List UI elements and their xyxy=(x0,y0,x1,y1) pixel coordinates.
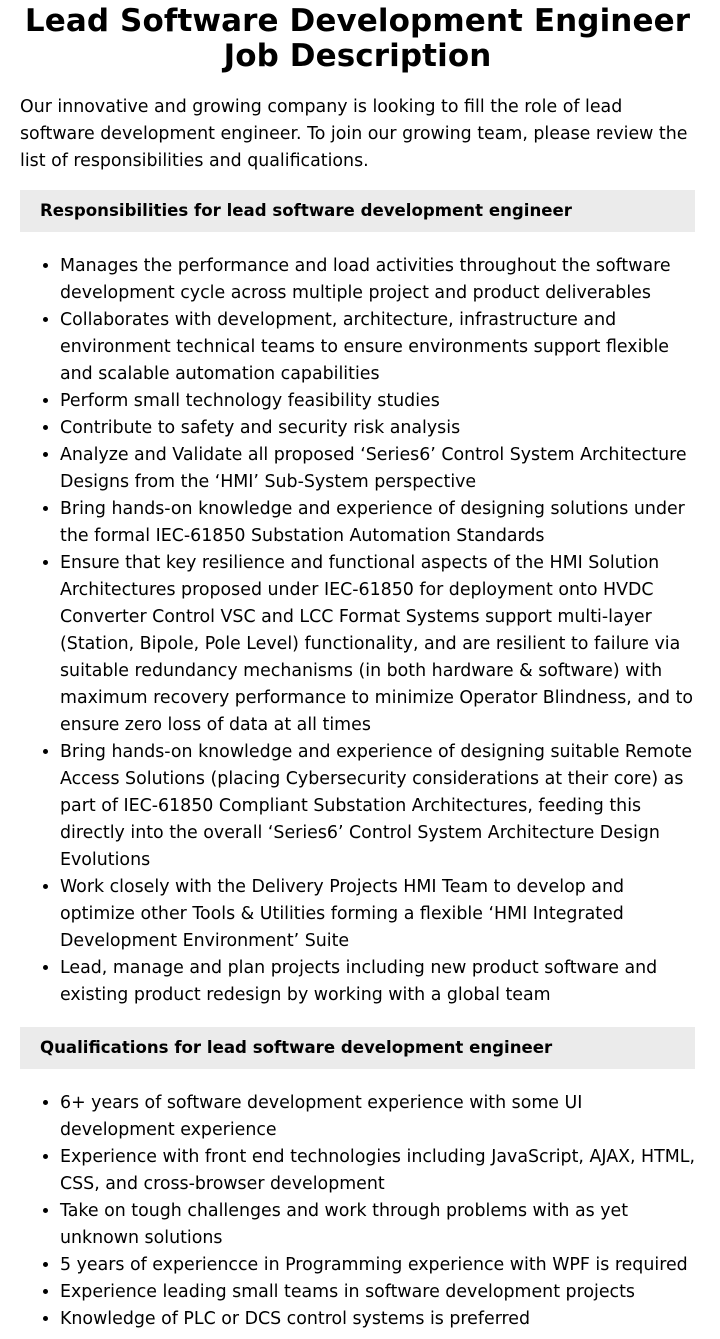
list-item: • Bring hands-on knowledge and experience of designing suitable Remote Access Solutions (placing Cybersecurity considerations at their core) as part of IEC-61850 Compliant Substation Architectures, feeding this directly into the overall ‘Series6’ Control System Architecture Design Evolutions xyxy=(60,739,695,874)
list-item: • Knowledge of PLC or DCS control systems is preferred xyxy=(60,1306,695,1333)
qualifications-list xyxy=(20,1090,695,1333)
list-item: • Perform small technology feasibility studies xyxy=(60,388,695,415)
intro-paragraph: Our innovative and growing company is looking to fill the role of lead software development engineer. To join our growing team, please review the list of responsibilities and qualifications. xyxy=(20,97,688,171)
list-item: • Analyze and Validate all proposed ‘Series6’ Control System Architecture Designs from the ‘HMI’ Sub-System perspective xyxy=(60,442,695,496)
qualifications-heading: Qualifications for lead software development engineer xyxy=(20,1027,695,1069)
list-item: • Manages the performance and load activities throughout the software development cycle across multiple project and product deliverables xyxy=(60,253,695,307)
list-item: • 6+ years of software development experience with some UI development experience xyxy=(60,1090,695,1144)
list-item: • Work closely with the Delivery Projects HMI Team to develop and optimize other Tools & Utilities forming a flexible ‘HMI Integrated Development Environment’ Suite xyxy=(60,874,695,955)
job-description-page xyxy=(0,4,720,1333)
page-title: Lead Software Development Engineer Job Description xyxy=(24,3,691,74)
responsibilities-list xyxy=(20,253,695,1009)
list-item: • Experience leading small teams in software development projects xyxy=(60,1279,695,1306)
list-item: • Collaborates with development, architecture, infrastructure and environment technical teams to ensure environments support flexible and scalable automation capabilities xyxy=(60,307,695,388)
list-item: • Lead, manage and plan projects including new product software and existing product redesign by working with a global team xyxy=(60,955,695,1009)
list-item: • Ensure that key resilience and functional aspects of the HMI Solution Architectures proposed under IEC-61850 for deployment onto HVDC Converter Control VSC and LCC Format Systems support multi-layer (Station, Bipole, Pole Level) functionality, and are resilient to failure via suitable redundancy mechanisms (in both hardware & software) with maximum recovery performance to minimize Operator Blindness, and to ensure zero loss of data at all times xyxy=(60,550,695,739)
responsibilities-heading: Responsibilities for lead software development engineer xyxy=(20,190,695,232)
list-item: • Contribute to safety and security risk analysis xyxy=(60,415,695,442)
list-item: • Bring hands-on knowledge and experience of designing solutions under the formal IEC-61850 Substation Automation Standards xyxy=(60,496,695,550)
list-item: • Take on tough challenges and work through problems with as yet unknown solutions xyxy=(60,1198,695,1252)
list-item: • Experience with front end technologies including JavaScript, AJAX, HTML, CSS, and cross-browser development xyxy=(60,1144,695,1198)
list-item: • 5 years of experiencce in Programming experience with WPF is required xyxy=(60,1252,695,1279)
